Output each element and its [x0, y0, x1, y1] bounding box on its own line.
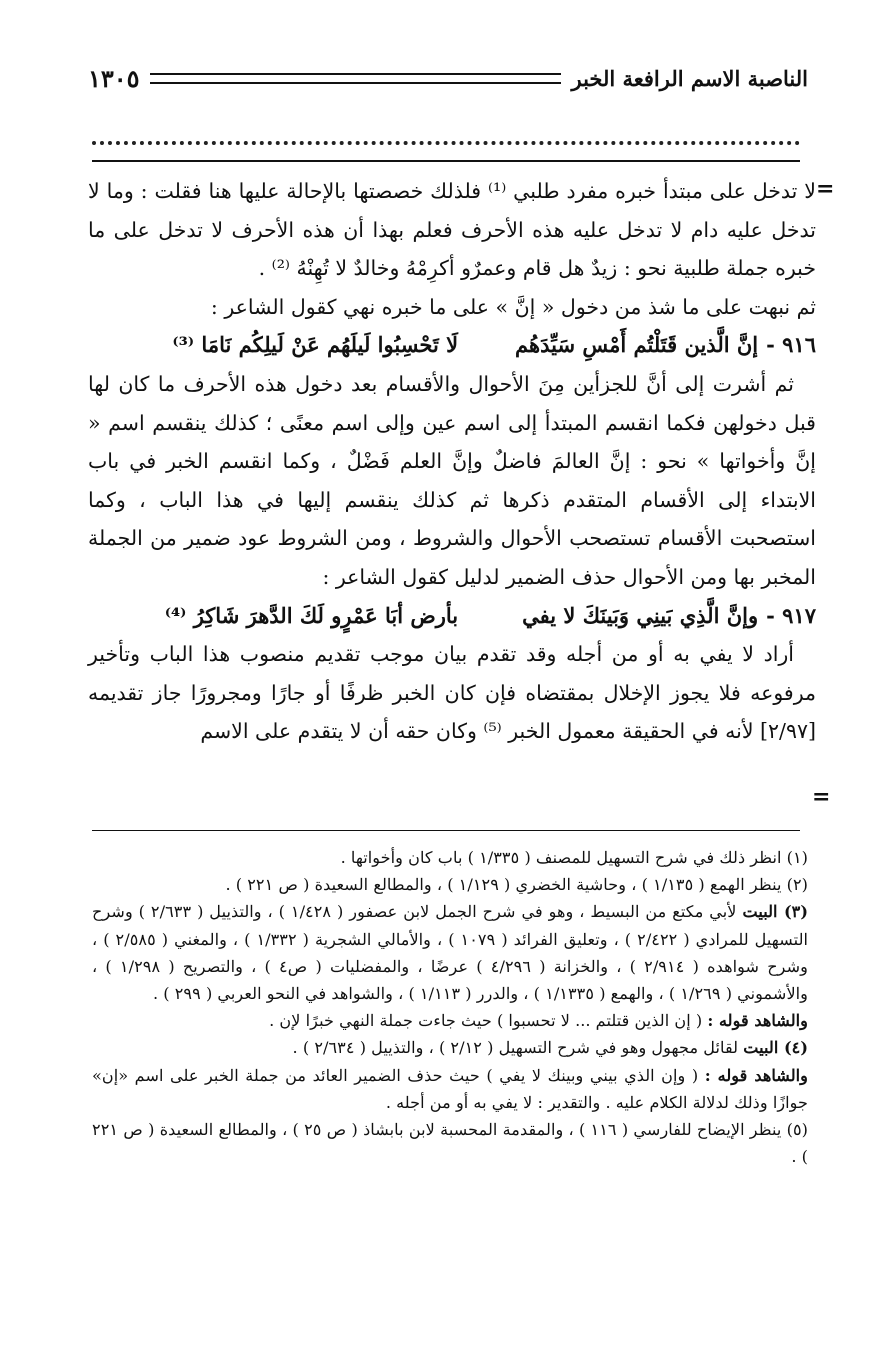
dotted-separator — [92, 141, 800, 145]
page-header — [88, 58, 808, 98]
page-number: ١٣٠٥ — [88, 63, 140, 93]
footnotes — [92, 844, 808, 1170]
paragraph-2: ثم نبهت على ما شذ من دخول « إنَّ » على ما خبره نهي كقول الشاعر : — [210, 294, 816, 319]
footnote-5: (٥) ينظر الإيضاح للفارسي ( ١١٦ ) ، والمقدمة المحسبة لابن بابشاذ ( ص ٢٥ ) ، والمطالع السعيدة ( ص ٢٢١ ) . — [92, 1120, 808, 1167]
header-separator-line — [92, 160, 800, 162]
footnote-3-text: لأبي مكتع من البسيط ، وهو في شرح الجمل لابن عصفور ( ١/٤٢٨ ) ، والتذييل ( ٢/٦٣٣ ) وشرح التسهيل للمرادي ( ٢/٤٢٢ ) ، وتعليق الفرائد ( ١٠٧٩ ) ، والأمالي الشجرية ( ١/٣٣٢ ) ، والمغني ( ٢/٥٨٥ ) ، وشرح شواهده ( ٢/٩١٤ ) ، والخزانة ( ٤/٢٩٦ ) عرضًا ، والمفضليات ( ص٤ ) ، والتصريح ( ١/٢٩٨ ) ، والأشموني ( ١/٢٦٩ ) ، والهمع ( ١/١٣٣٥ ) ، والدرر ( ١/١١٣ ) ، والشواهد في النحو العربي ( ٢٩٩ ) . — [92, 902, 808, 1004]
shahid-label: والشاهد قوله : — [707, 1011, 808, 1031]
verse-first-hemistich: وإنَّ الَّذِي بَينِي وَبَينَكَ لا يفي — [522, 602, 759, 628]
header-double-rule — [150, 73, 562, 84]
main-text — [88, 172, 816, 751]
footnote-4-label: (٤) البيت — [743, 1038, 808, 1058]
footnote-3-label: (٣) البيت — [742, 902, 808, 922]
footnote-4-shahid — [92, 1062, 808, 1116]
footnote-3 — [92, 898, 808, 1007]
running-title: الناصبة الاسم الرافعة الخبر — [571, 65, 808, 91]
end-continuation-mark: = — [812, 784, 831, 810]
verse-number: ٩١٧ - — [766, 602, 816, 628]
shahid-text: ( إن الذين قتلتم ... لا تحسبوا ) حيث جاءت جملة النهي خبرًا لإن . — [269, 1011, 703, 1031]
footnote-rule — [92, 830, 800, 831]
paragraph-1: لا تدخل على مبتدأ خبره مفرد طلبي ⁽¹⁾ فلذلك خصصتها بالإحالة عليها هنا فقلت : وما لا تدخل عليه دام لا تدخل عليه هذه الأحرف فعلم بهذا أن هذه الأحرف لا تدخل على ما خبره جملة طلبية نحو : زيدٌ هل قام وعمرٌو أكرِمْهُ وخالدٌ لا تُهِنْهُ ⁽²⁾ . — [88, 179, 816, 281]
footnote-4-text: لقائل مجهول وهو في شرح التسهيل ( ٢/١٢ ) ، والتذييل ( ٢/٦٣٤ ) . — [292, 1038, 739, 1058]
footnote-2: (٢) ينظر الهمع ( ١/١٣٥ ) ، وحاشية الخضري ( ١/١٢٩ ) ، والمطالع السعيدة ( ص ٢٢١ ) . — [225, 875, 808, 895]
footnote-3-shahid — [92, 1007, 808, 1034]
paragraph-3: ثم أشرت إلى أنَّ للجزأين مِنَ الأحوال والأقسام بعد دخول هذه الأحرف ما كان لها قبل دخولهن فكما انقسم المبتدأ إلى اسم عين وإلى اسم معنًى ؛ كذلك ينقسم اسم « إنَّ وأخواتها » نحو : إنَّ العالمَ فاضلٌ وإنَّ العلم فَضْلٌ ، وكما انقسم الخبر في باب الابتداء إلى الأقسام المتقدم ذكرها ثم كذلك ينقسم إليها في هذا الباب ، وكما استصحبت الأقسام تستصحب الأحوال والشروط ، ومن الشروط عود ضمير من الجملة المخبر بها ومن الأحوال حذف الضمير لدليل كقول الشاعر : — [88, 371, 816, 589]
verse-second-hemistich: بأرض أبَا عَمْرٍو لَكَ الدَّهرَ شَاكِرُ ⁽⁴⁾ — [164, 602, 459, 628]
shahid-text: ( وإن الذي بيني وبينك لا يفي ) حيث حذف الضمير العائد من جملة الخبر على اسم «إن» جوازًا وذلك لدلالة الكلام عليه . والتقدير : لا يفي به أو من أجله . — [92, 1065, 808, 1112]
footnote-1: (١) انظر ذلك في شرح التسهيل للمصنف ( ١/٣٣٥ ) باب كان وأخواتها . — [340, 848, 808, 867]
footnote-4 — [92, 1034, 808, 1061]
verse-first-hemistich: إنَّ الَّذين قَتَلْتُم أَمْسِ سَيِّدَهُم — [515, 332, 759, 358]
paragraph-4: أراد لا يفي به أو من أجله وقد تقدم بيان موجب تقديم منصوب هذا الباب وتأخير مرفوعه فلا يجوز الإخلال بمقتضاه فإن كان الخبر ظرفًا أو جارًا ومجرورًا جاز تقديمه [٢/٩٧] لأنه في الحقيقة معمول الخبر ⁽⁵⁾ وكان حقه أن لا يتقدم على الاسم — [88, 642, 816, 744]
shahid-label: والشاهد قوله : — [704, 1065, 808, 1085]
verse-917 — [88, 597, 816, 636]
continuation-mark: = — [816, 176, 835, 202]
verse-916 — [88, 326, 816, 365]
verse-second-hemistich: لَا تَحْسِبُوا لَيلَهُم عَنْ لَيلِكُم نَامَا ⁽³⁾ — [172, 332, 459, 358]
verse-number: ٩١٦ - — [766, 332, 816, 358]
